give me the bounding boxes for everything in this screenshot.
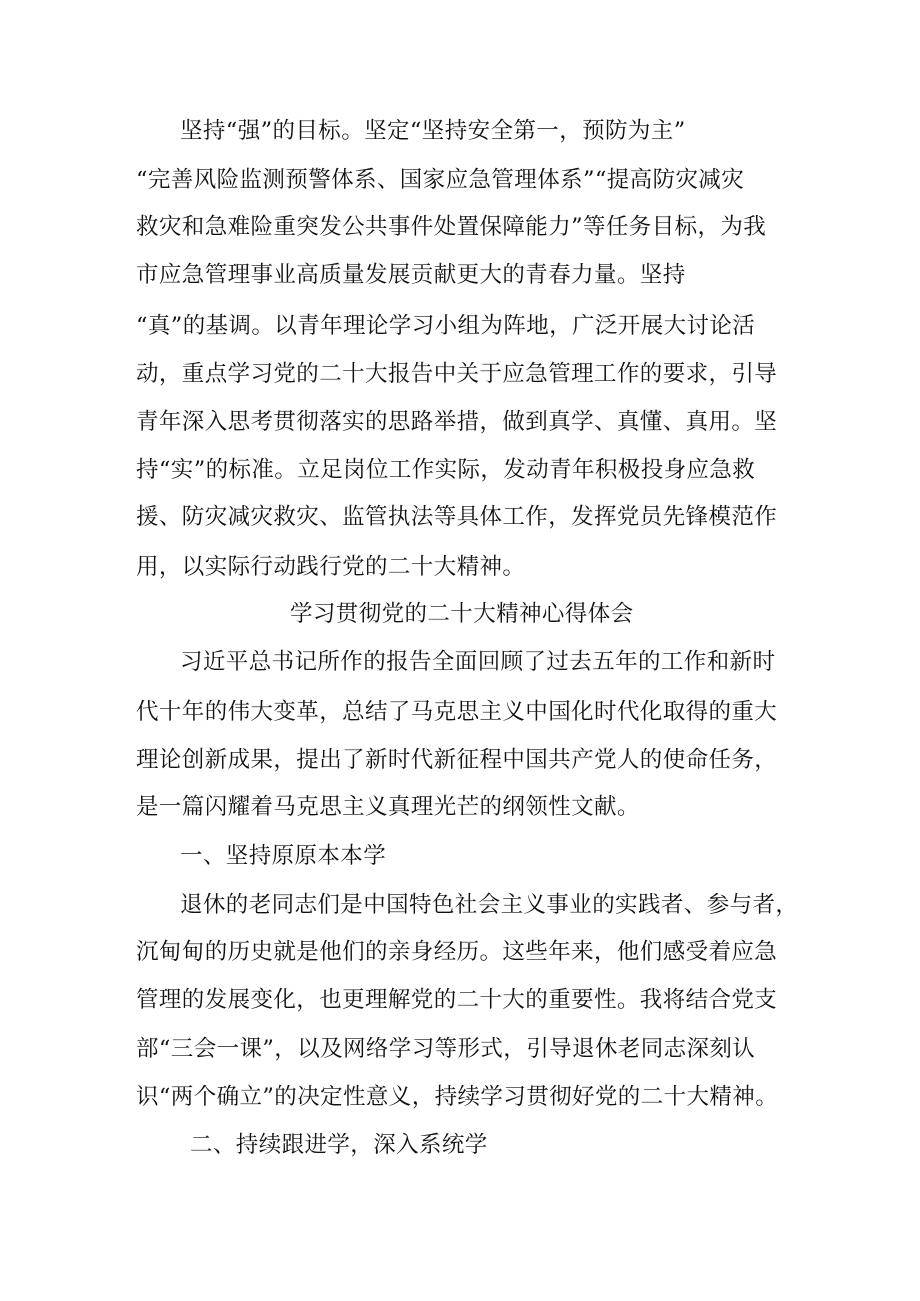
intro-line: 救灾和急难险重突发公共事件处置保障能力”等任务目标，为我 — [136, 214, 767, 240]
intro-line: 用，以实际行动践行党的二十大精神。 — [136, 554, 526, 580]
section-heading-2: 二、持续跟进学，深入系统学 — [190, 1132, 488, 1158]
paragraph-line: 退休的老同志们是中国特色社会主义事业的实践者、参与者， — [180, 892, 799, 918]
paragraph-line: 代十年的伟大变革，总结了马克思主义中国化时代化取得的重大 — [136, 699, 778, 725]
intro-line: 坚持“强”的目标。坚定“坚持安全第一，预防为主” — [180, 118, 686, 144]
intro-line: 青年深入思考贯彻落实的思路举措，做到真学、真懂、真用。坚 — [136, 409, 778, 435]
intro-line: 持“实”的标准。立足岗位工作实际，发动青年积极投身应急救 — [136, 457, 756, 483]
paragraph-line: 沉甸甸的历史就是他们的亲身经历。这些年来，他们感受着应急 — [136, 939, 778, 965]
paragraph-line: 习近平总书记所作的报告全面回顾了过去五年的工作和新时 — [180, 649, 776, 675]
section-heading-1: 一、坚持原原本本学 — [180, 843, 387, 869]
document-title: 学习贯彻党的二十大精神心得体会 — [290, 601, 634, 627]
paragraph-line: 是一篇闪耀着马克思主义真理光芒的纲领性文献。 — [136, 794, 640, 820]
intro-line: 市应急管理事业高质量发展贡献更大的青春力量。坚持 — [136, 262, 686, 288]
intro-line: “真”的基调。以青年理论学习小组为阵地，广泛开展大讨论活 — [136, 313, 756, 339]
intro-line: “完善风险监测预警体系、国家应急管理体系”“提高防灾减灾 — [136, 167, 745, 193]
paragraph-line: 识“两个确立”的决定性意义，持续学习贯彻好党的二十大精神。 — [136, 1084, 779, 1110]
intro-line: 援、防灾减灾救灾、监管执法等具体工作，发挥党员先锋模范作 — [136, 504, 778, 530]
intro-line: 动，重点学习党的二十大报告中关于应急管理工作的要求，引导 — [136, 361, 778, 387]
paragraph-line: 部“三会一课”，以及网络学习等形式，引导退休老同志深刻认 — [136, 1036, 756, 1062]
paragraph-line: 理论创新成果，提出了新时代新征程中国共产党人的使命任务， — [136, 747, 778, 773]
paragraph-line: 管理的发展变化，也更理解党的二十大的重要性。我将结合党支 — [136, 987, 778, 1013]
